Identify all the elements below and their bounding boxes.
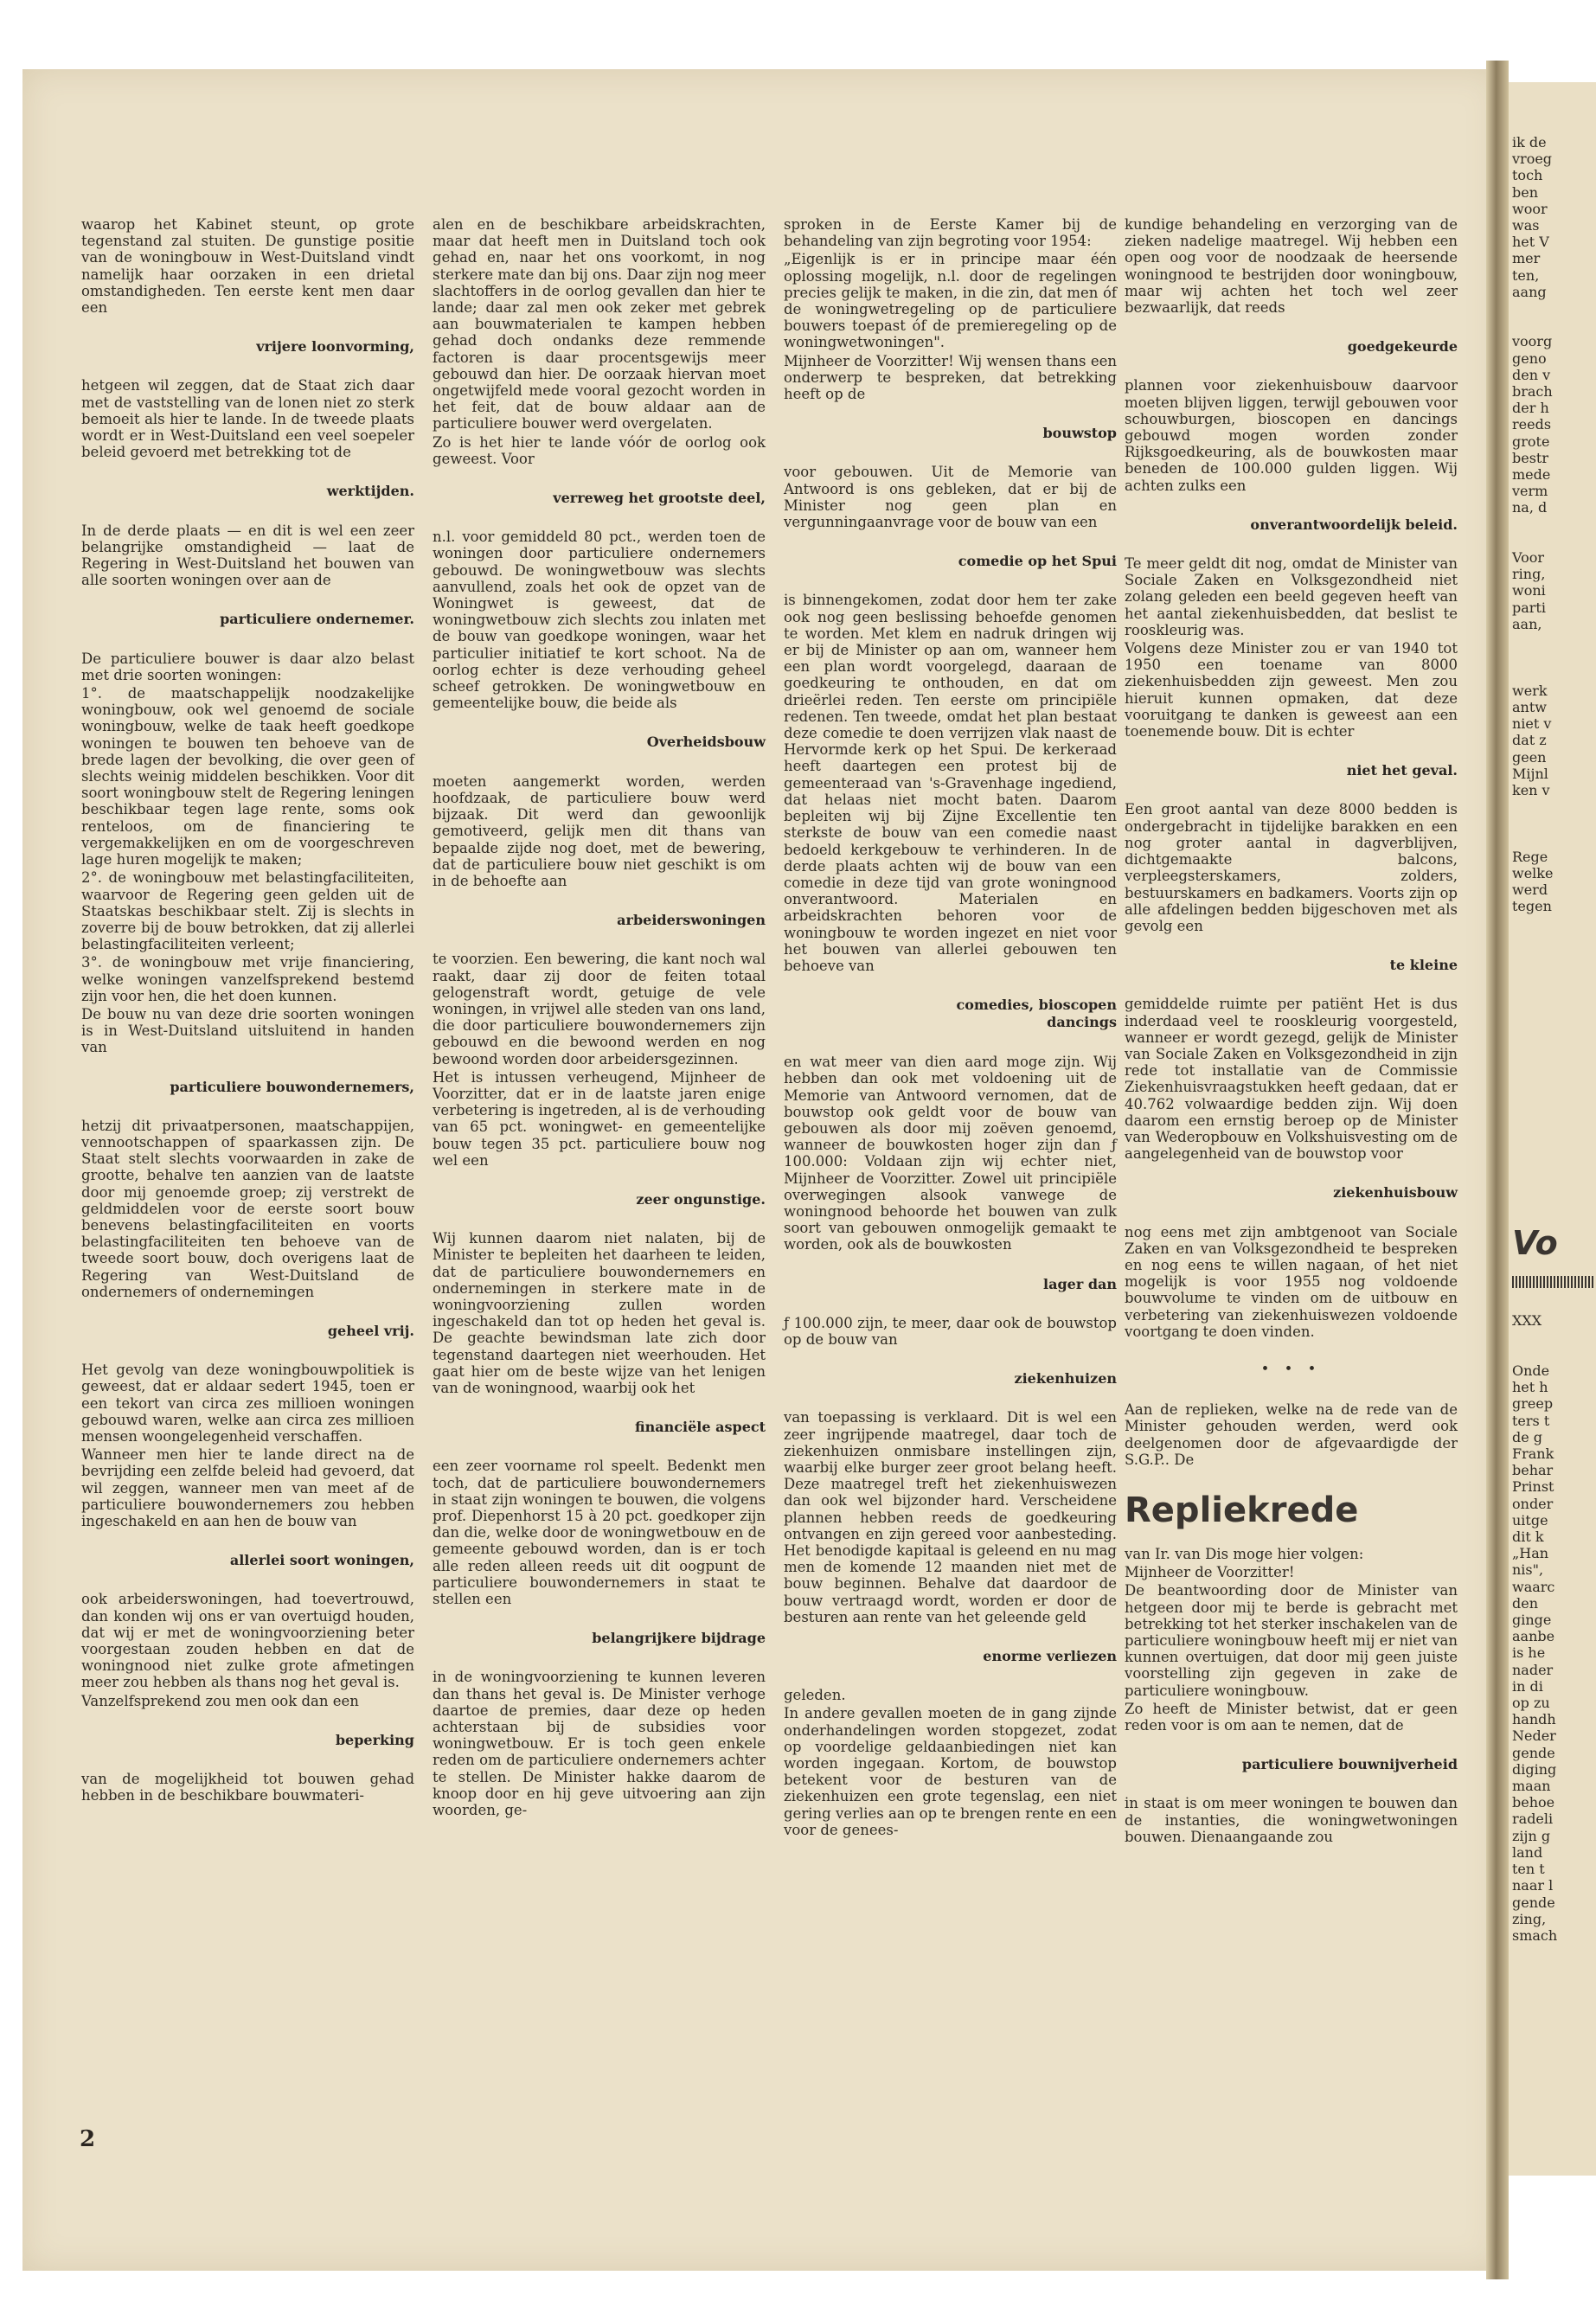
subheading: zeer ongunstige.: [636, 1190, 766, 1208]
paragraph: Mijnheer de Voorzitter! Wij wensen thans een onderwerp te bespreken, dat betrekking heeft op de: [784, 352, 1117, 403]
adjacent-page-masthead: Vo: [1512, 1224, 1558, 1262]
paragraph: van toepassing is verklaard. Dit is wel een zeer ingrijpende maatregel, daar toch de ziekenhuizen onmisbare instellingen zijn, waarbij elke burger zeer groot belang heeft. Deze maatregel treft het ziekenhuiswezen dan ook wel bijzonder hard. Verscheidene plannen hebben reeds de goedkeuring ontvangen en zijn gereed voor aanbesteding. Het benodigde kapitaal is geleend en nu mag men de komende 12 maanden niet met de bouw beginnen. Behalve dat daardoor de bouw vertraagd wordt, worden er door de besturen aan rente van het geleende geld: [784, 1409, 1117, 1625]
subheading: allerlei soort woningen,: [229, 1552, 414, 1569]
subheading: enorme verliezen: [983, 1648, 1117, 1665]
paragraph: is binnengekomen, zodat door hem ter zake ook nog geen beslissing behoefde genomen te worden. Met klem en nadruk dringen wij er bij de Minister op aan om, wanneer hem een plan wordt voorgelegd, daaraan de goedkeuring te onthouden, en dat om drieërlei reden. Ten eerste om principiële redenen. Ten tweede, omdat het plan bestaat deze comedie te doen verrijzen vlak naast de Hervormde kerk op het Spui. De kerkeraad heeft daartegen een protest bij de gemeenteraad van 's-Gravenhage ingediend, dat helaas niet mocht baten. Daarom bepleiten wij bij Zijne Excellentie ten sterkste de bouw van een comedie naast bedoeld kerkgebouw te verhinderen. In de derde plaats achten wij de bouw van een comedie in deze tijd van grote woningnood onverantwoord. Materialen en arbeidskrachten behoren voor de woningbouw te worden ingezet en niet voor het bouwen van allerlei gebouwen ten behoeve van: [784, 592, 1117, 974]
paragraph: nog eens met zijn ambtgenoot van Sociale Zaken en van Volksgezondheid te bespreken en nog eens te willen nagaan, of het niet mogelijk is voor 1955 nog voldoende bouwvolume te vinden om de uitbouw en verbetering van ziekenhuiswezen voldoende voortgang te doen vinden.: [1125, 1223, 1458, 1340]
masthead-rule: [1512, 1276, 1594, 1288]
paragraph: Het is intussen verheugend, Mijnheer de Voorzitter, dat er in de laatste jaren enige verbetering is ingetreden, al is de verhouding van 65 pct. woningwet- en gemeentelijke bouw tegen 35 pct. particuliere bouw nog wel een: [433, 1068, 766, 1169]
subheading: belangrijkere bijdrage: [592, 1630, 766, 1647]
paragraph: in staat is om meer woningen te bouwen dan de instanties, die woningwetwoningen bouwen. Dienaangaande zou: [1125, 1795, 1458, 1845]
paragraph: van de mogelijkheid tot bouwen gehad hebben in de beschikbare bouwmateri-: [81, 1771, 414, 1804]
text-column-3: [784, 216, 1117, 1840]
paragraph: Wanneer men hier te lande direct na de bevrijding een zelfde beleid had gevoerd, dat wil zeggen, wanneer men van meet af de particuliere bouwondernemers zou hebben ingeschakeld en aan hen de bouw van: [81, 1446, 414, 1529]
subheading: ziekenhuisbouw: [1333, 1184, 1458, 1202]
subheading: comedies, bioscopen dancings: [956, 997, 1117, 1031]
page-number: 2: [80, 2126, 96, 2152]
paragraph: In andere gevallen moeten de in gang zijnde onderhandelingen worden stopgezet, zodat op voordelige geldaanbiedingen niet kan worden ingegaan. Kortom, de bouwstop betekent voor de besturen van de ziekenhuizen een grote tegenslag, een niet gering verlies aan op te brengen rente en een voor de genees-: [784, 1705, 1117, 1838]
paragraph: plannen voor ziekenhuisbouw daarvoor moeten blijven liggen, terwijl gebouwen voor schouwburgen, bioscopen en dancings gebouwd mogen worden zonder Rijksgoedkeuring, als de bouwkosten maar beneden de 100.000 gulden liggen. Wij achten zulks een: [1125, 377, 1458, 494]
adjacent-page-text: ik de vroeg toch ben woor was het V mer ten, aang voorg geno den v brach der h reeds grote bestr mede verm na, d Voor ring, woni parti aan, werk antw niet v dat z geen Mijnl ken v Rege welke werd tegen: [1512, 134, 1554, 915]
subheading: financiële aspect: [635, 1419, 766, 1436]
paragraph: geleden.: [784, 1687, 846, 1704]
subheading: vrijere loonvorming,: [256, 338, 414, 356]
paragraph: te voorzien. Een bewering, die kant noch wal raakt, daar zij door de feiten totaal gelogenstraft wordt, getuige de vele woningen, in vrijwel alle steden van ons land, die door particuliere bouwondernemers zijn gebouwd en die bewoond werden en nog bewoond worden door arbeidersgezinnen.: [433, 951, 766, 1067]
paragraph: sproken in de Eerste Kamer bij de behandeling van zijn begroting voor 1954:: [784, 216, 1117, 250]
subheading: beperking: [335, 1731, 414, 1748]
paragraph: hetgeen wil zeggen, dat de Staat zich daar met de vaststelling van de lonen niet zo sterk bemoeit als hier te lande. In de tweede plaats wordt er in West-Duitsland een veel soepeler beleid gevoerd met betrekking tot de: [81, 377, 414, 461]
paragraph: In de derde plaats — en dit is wel een zeer belangrijke omstandigheid — laat de Regering in West-Duitsland het bouwen van alle soorten woningen over aan de: [81, 522, 414, 589]
subheading: te kleine: [1389, 957, 1458, 974]
subheading: Overheidsbouw: [646, 734, 766, 751]
subheading: verreweg het grootste deel,: [553, 490, 766, 507]
paragraph: waarop het Kabinet steunt, op grote tegenstand zal stuiten. De gunstige positie van de woningbouw in West-Duitsland vindt namelijk haar oorzaken in een drietal omstandigheden. Ten eerste kent men daar een: [81, 216, 414, 317]
paragraph: „Eigenlijk is er in principe maar één oplossing mogelijk, n.l. door de regelingen precies gelijk te maken, in die zin, dat men óf de woningwetregeling op de particuliere bouwers toepast óf de premieregeling op de woningwetwoningen".: [784, 251, 1117, 351]
paragraph: Te meer geldt dit nog, omdat de Minister van Sociale Zaken en Volksgezondheid niet zolang geleden een beeld gegeven heeft van het aantal ziekenhuisbedden, dat beslist te rooskleurig was.: [1125, 555, 1458, 638]
paragraph: alen en de beschikbare arbeidskrachten, maar dat heeft men in Duitsland toch ook gehad en, naar het ons voorkomt, in nog sterkere mate dan bij ons. Daar zijn nog meer slachtoffers in de oorlog gevallen dan hier te lande; daar zal men ook zeker met gebrek aan bouwmaterialen te kampen hebben gehad doch ondanks deze remmende factoren is daar procentsgewijs meer gebouwd dan hier. De oorzaak hiervan moet ongetwijfeld mede vooral gezocht worden in het feit, dat de bouw aldaar aan de particuliere bouwer werd overgelaten.: [433, 216, 766, 433]
subheading: werktijden.: [326, 483, 414, 500]
subheading: particuliere bouwnijverheid: [1241, 1756, 1458, 1773]
paragraph: n.l. voor gemiddeld 80 pct., werden toen de woningen door particuliere ondernemers gebouwd. De woningwetbouw was slechts aanvullend, zoals het ook de opzet van de Woningwet is geweest, dat de woningwetbouw zich slechts zou inlaten met de bouw van goedkope woningen, waar het particulier initiatief te kort schoot. Na de oorlog echter is deze verhouding geheel scheef getrokken. De woningwetbouw en gemeentelijke bouw, die beide als: [433, 529, 766, 712]
subheading: bouwstop: [1042, 425, 1117, 442]
paragraph: Mijnheer de Voorzitter!: [1125, 1564, 1295, 1581]
paragraph: Wij kunnen daarom niet nalaten, bij de Minister te bepleiten het daarheen te leiden, dat de particuliere bouwondernemers en ondernemingen in sterkere mate in de woningvoorziening zullen worden ingeschakeld dan tot op heden het geval is. De geachte bewindsman late zich door tegenstand daartegen niet weerhouden. Het gaat hier om de beste wijze van het lenigen van de woningnood, waarbij ook het: [433, 1230, 766, 1396]
ornament-divider: • • •: [1260, 1360, 1322, 1377]
book-gutter: [1486, 61, 1509, 2279]
subheading: comedie op het Spui: [958, 553, 1117, 570]
section-heading: Repliekrede: [1125, 1490, 1359, 1530]
subheading: geheel vrij.: [327, 1322, 414, 1339]
paragraph: Aan de replieken, welke na de rede van de Minister gehouden werden, werd ook deelgenomen door de afgevaardigde der S.G.P.. De: [1125, 1401, 1458, 1468]
text-column-2: [433, 216, 766, 1820]
paragraph: in de woningvoorziening te kunnen leveren dan thans het geval is. De Minister verhoge daartoe de premies, daar deze op heden achterstaan bij de subsidies voor woningwetbouw. Er is toch geen enkele reden om de particuliere ondernemers achter te stellen. De Minister hakke daarom de knoop door en hij geve uitvoering aan zijn woorden, ge-: [433, 1669, 766, 1819]
adjacent-page-fragment: [1509, 82, 1596, 2176]
newspaper-page: [22, 69, 1500, 2271]
paragraph: Zo is het hier te lande vóór de oorlog ook geweest. Voor: [433, 433, 766, 467]
paragraph: De bouw nu van deze drie soorten woningen is in West-Duitsland uitsluitend in handen van: [81, 1005, 414, 1056]
text-column-1: [81, 216, 414, 1805]
subheading: particuliere bouwondernemers,: [170, 1078, 414, 1095]
paragraph: 2°. de woningbouw met belastingfaciliteiten, waarvoor de Regering geen gelden uit de Staatskas beschikbaar stelt. Zij is slechts in zoverre bij de bouw betrokken, dat zij allerlei belastingfaciliteiten verleent;: [81, 869, 414, 953]
adjacent-page-issue: XXX: [1512, 1312, 1542, 1329]
adjacent-page-text-lower: Onde het h greep ters t de g Frank behar Prinst onder uitge dit k „Han nis", waarc den ginge aanbe is he nader in di op zu handh Neder gende diging maan behoe radeli zijn g land ten t naar l gende zing, smach: [1512, 1362, 1558, 1944]
paragraph: hetzij dit privaatpersonen, maatschappijen, vennootschappen of spaarkassen zijn. De Staat stelt slechts voorwaarden in zake de grootte, behalve ten aanzien van de laatste door mij genoemde groep; zij verstrekt de geldmiddelen voor de eerste soort bouw benevens belastingfaciliteiten en voorts belastingfaciliteiten ten behoeve van de tweede soort bouw, doch overigens laat de Regering van West-Duitsland de ondernemers of ondernemingen: [81, 1117, 414, 1300]
subheading: ziekenhuizen: [1014, 1370, 1117, 1388]
paragraph: De beantwoording door de Minister van hetgeen door mij te berde is gebracht met betrekking tot het sterker inschakelen van de particuliere woningbouw heeft mij er niet van kunnen overtuigen, dat door mij geen juiste voorstelling zijn gegeven in zake de particuliere woningbouw.: [1125, 1582, 1458, 1699]
subheading: onverantwoordelijk beleid.: [1250, 516, 1458, 533]
text-column-4: [1125, 216, 1458, 1847]
subheading: niet het geval.: [1346, 762, 1458, 779]
subheading: particuliere ondernemer.: [220, 611, 414, 628]
paragraph: ook arbeiderswoningen, had toevertrouwd, dan konden wij ons er van overtuigd houden, dat wij er met de woningvoorziening beter voorgestaan zouden hebben en dat de woningnood niet zulke grote afmetingen meer zou hebben als thans nog het geval is.: [81, 1591, 414, 1691]
paragraph: 1°. de maatschappelijk noodzakelijke woningbouw, ook wel genoemd de sociale woningbouw, welke de taak heeft goedkope woningen te bouwen ten behoeve van de brede lagen der bevolking, die over geen of slechts weinig middelen beschikken. Voor dit soort woningbouw stelt de Regering leningen beschikbaar tegen lage rente, soms ook renteloos, om de financiering te vergemakkelijken en om de voorgeschreven lage huren mogelijk te maken;: [81, 685, 414, 868]
subheading: goedgekeurde: [1347, 338, 1458, 356]
paragraph: voor gebouwen. Uit de Memorie van Antwoord is ons gebleken, dat er bij de Minister nog geen plan en vergunningaanvrage voor de bouw van een: [784, 464, 1117, 531]
paragraph: van Ir. van Dis moge hier volgen:: [1125, 1545, 1364, 1562]
paragraph: en wat meer van dien aard moge zijn. Wij hebben dan ook met voldoening uit de Memorie van Antwoord vernomen, dat de bouwstop ook geldt voor de bouw van gebouwen als door mij zoëven genoemd, wanneer de bouwkosten hoger zijn dan ƒ 100.000: Voldaan zijn wij echter niet, Mijnheer de Voorzitter. Zowel uit principiële overwegingen alsook vanwege de woningnood behoorde het bouwen van zulk soort van gebouwen onmogelijk gemaakt te worden, ook als de bouwkosten: [784, 1054, 1117, 1253]
subheading: arbeiderswoningen: [617, 912, 766, 929]
paragraph: een zeer voorname rol speelt. Bedenkt men toch, dat de particuliere bouwondernemers in staat zijn woningen te bouwen, die volgens prof. Diepenhorst 15 à 20 pct. goedkoper zijn dan die, welke door de woningwetbouw en de gemeente gebouwd worden, dan is er toch alle reden alleen reeds uit dit oogpunt de particuliere bouwondernemers in staat te stellen een: [433, 1458, 766, 1608]
paragraph: Het gevolg van deze woningbouwpolitiek is geweest, dat er aldaar sedert 1945, toen er een tekort van circa zes millioen woningen gebouwd waren, welke aan circa zes millioen mensen woongelegenheid verschaffen.: [81, 1362, 414, 1445]
paragraph: Zo heeft de Minister betwist, dat er geen reden voor is om aan te nemen, dat de: [1125, 1700, 1458, 1734]
paragraph: kundige behandeling en verzorging van de zieken nadelige maatregel. Wij hebben een open oog voor de noodzaak de heersende woningnood te bestrijden door woningbouw, maar wij achten het toch wel zeer bezwaarlijk, dat reeds: [1125, 216, 1458, 317]
paragraph: 3°. de woningbouw met vrije financiering, welke woningen vanzelfsprekend bestemd zijn voor hen, die het doen kunnen.: [81, 954, 414, 1004]
paragraph: Volgens deze Minister zou er van 1940 tot 1950 een toename van 8000 ziekenhuisbedden zijn geweest. Men zou hieruit kunnen opmaken, dat deze vooruitgang te danken is geweest aan een toenemende bouw. Dit is echter: [1125, 640, 1458, 740]
paragraph: De particuliere bouwer is daar alzo belast met drie soorten woningen:: [81, 650, 414, 683]
paragraph: Vanzelfsprekend zou men ook dan een: [81, 1692, 359, 1709]
paragraph: Een groot aantal van deze 8000 bedden is ondergebracht in tijdelijke barakken en een nog groter aantal in dagverblijven, dichtgemaakte balcons, verpleegsterskamers, zolders, bestuurskamers en badkamers. Voorts zijn op alle afdelingen bedden bijgeschoven met als gevolg een: [1125, 801, 1458, 934]
paragraph: ƒ 100.000 zijn, te meer, daar ook de bouwstop op de bouw van: [784, 1314, 1117, 1348]
paragraph: moeten aangemerkt worden, werden hoofdzaak, de particuliere bouw werd bijzaak. Dit werd dan gewoonlijk gemotiveerd, gelijk men dit thans van bepaalde zijde nog doet, met de bewering, dat de particuliere bouw niet geschikt is om in de behoefte aan: [433, 772, 766, 889]
subheading: lager dan: [1043, 1275, 1117, 1292]
paragraph: gemiddelde ruimte per patiënt Het is dus inderdaad veel te rooskleurig voorgesteld, wanneer er wordt gezegd, gelijk de Minister van Sociale Zaken en Volksgezondheid in zijn rede tot installatie van de Commissie Ziekenhuisvraagstukken heeft gedaan, dat er 40.762 volwaardige bedden zijn. Wij doen daarom een ernstig beroep op de Minister van Wederopbouw en Volkshuisvesting om de aangelegenheid van de bouwstop voor: [1125, 996, 1458, 1163]
